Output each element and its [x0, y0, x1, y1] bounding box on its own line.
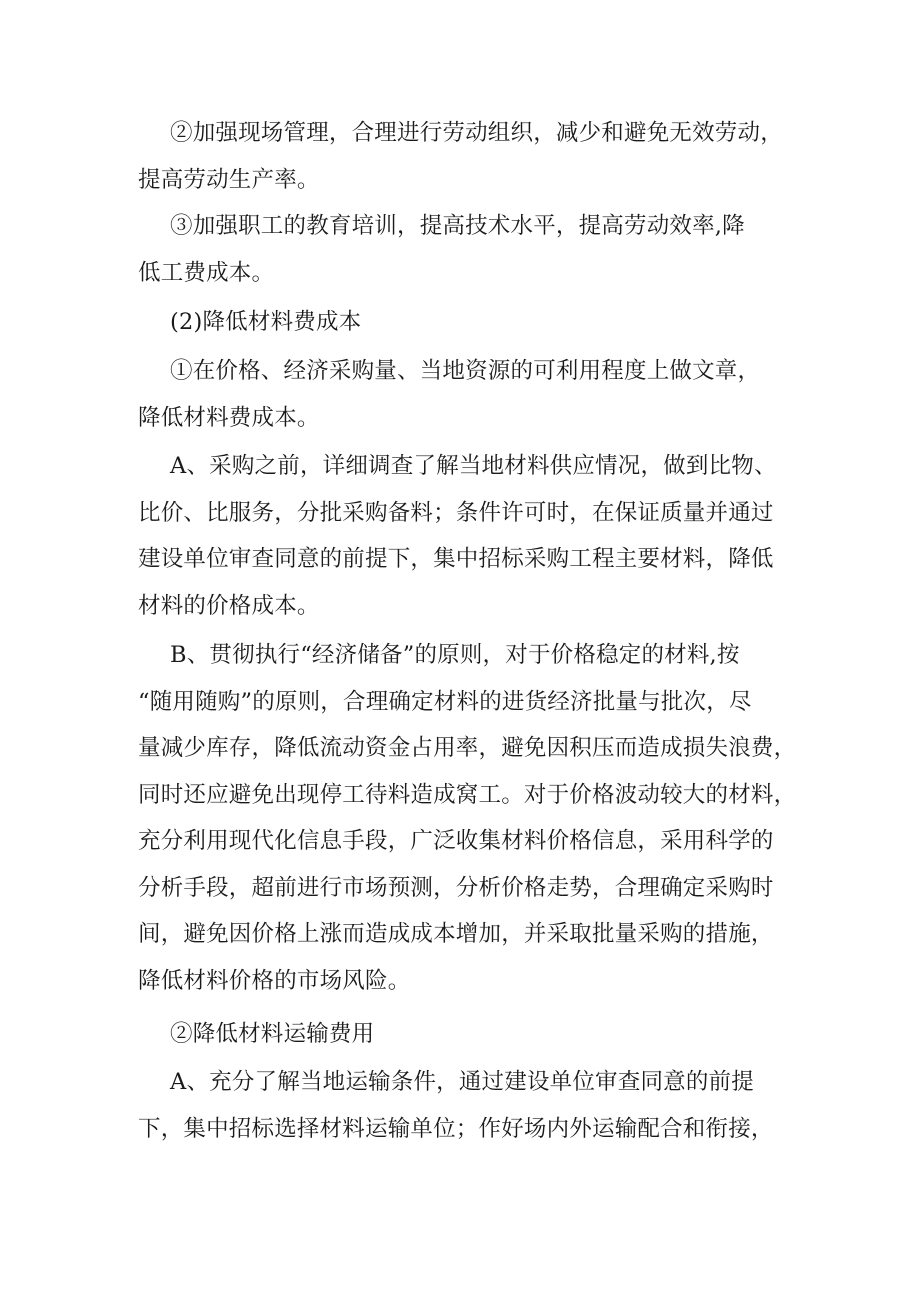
text-line: 分析手段，超前进行市场预测，分析价格走势，合理确定采购时 [138, 874, 774, 901]
text-line: 低工费成本。 [138, 259, 275, 286]
text-line: 间，避免因价格上涨而造成成本增加，并采取批量采购的措施， [138, 921, 774, 947]
paragraph-economic-reserve [138, 632, 798, 1004]
text-line: ②加强现场管理，合理进行劳动组织，减少和避免无效劳动， [170, 120, 783, 146]
text-line: 同时还应避免出现停工待料造成窝工。对于价格波动较大的材料， [138, 781, 797, 808]
text-line: 比价、比服务，分批采购备料；条件许可时，在保证质量并通过 [138, 499, 774, 526]
paragraph-survey-before-purchase [138, 443, 798, 629]
section-heading-material-cost [138, 299, 798, 346]
text-line: ①在价格、经济采购量、当地资源的可利用程度上做文章， [170, 358, 761, 384]
paragraph-price-purchasing [138, 348, 798, 441]
text-line: ③加强职工的教育培训，提高技术水平，提高劳动效率,降 [170, 213, 745, 239]
text-line: ②降低材料运输费用 [170, 1021, 375, 1047]
subheading-transport-cost [138, 1011, 798, 1058]
text-line: 降低材料价格的市场风险。 [138, 967, 411, 994]
text-line: 建设单位审查同意的前提下，集中招标采购工程主要材料，降低 [138, 546, 774, 572]
paragraph-labor-management [138, 110, 798, 203]
text-line: B、贯彻执行“经济储备”的原则，对于价格稳定的材料,按 [170, 642, 740, 668]
text-line: A、采购之前，详细调查了解当地材料供应情况，做到比物、 [170, 453, 777, 479]
text-line: 充分利用现代化信息手段，广泛收集材料价格信息，采用科学的 [138, 828, 774, 854]
text-line: 量减少库存，降低流动资金占用率，避免因积压而造成损失浪费， [138, 735, 797, 761]
text-line: (2)降低材料费成本 [170, 309, 362, 335]
paragraph-staff-training [138, 203, 798, 296]
text-line: 下，集中招标选择材料运输单位；作好场内外运输配合和衔接， [138, 1115, 774, 1142]
text-line: 提高劳动生产率。 [138, 166, 320, 193]
text-line: 降低材料费成本。 [138, 404, 320, 431]
text-line: 材料的价格成本。 [138, 592, 320, 619]
paragraph-transport-conditions [138, 1059, 798, 1152]
text-line: “随用随购”的原则，合理确定材料的进货经济批量与批次，尽 [138, 688, 752, 715]
text-line: A、充分了解当地运输条件，通过建设单位审查同意的前提 [170, 1069, 754, 1095]
